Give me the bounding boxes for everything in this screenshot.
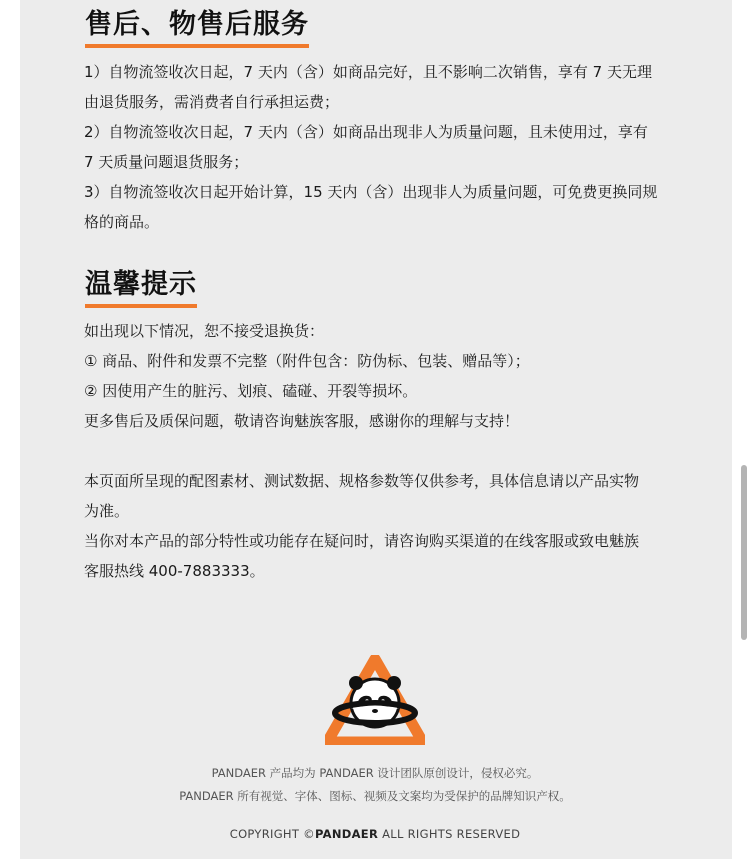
after-sales-line: 2）自物流签收次日起，7 天内（含）如商品出现非人为质量问题，且未使用过，享有 xyxy=(84,123,648,141)
after-sales-line: 1）自物流签收次日起，7 天内（含）如商品完好，且不影响二次销售，享有 7 天无理 xyxy=(84,63,652,81)
after-sales-title: 售后、物售后服务 xyxy=(85,10,309,48)
tips-text xyxy=(84,316,684,436)
copyright-suffix: ALL RIGHTS RESERVED xyxy=(382,827,521,841)
disclaimer-line: 客服热线 400-7883333。 xyxy=(84,562,265,580)
after-sales-line: 由退货服务，需消费者自行承担运费； xyxy=(84,93,340,111)
copyright-brand: PANDAER xyxy=(314,827,379,841)
disclaimer-line: 为准。 xyxy=(84,502,130,520)
tips-line: ② 因使用产生的脏污、划痕、磕碰、开裂等损坏。 xyxy=(84,382,418,400)
pandaer-logo-icon xyxy=(325,655,425,745)
tips-line: 更多售后及质保问题，敬请咨询魅族客服，感谢你的理解与支持！ xyxy=(84,412,520,430)
footer-line-2: PANDAER 所有视觉、字体、图标、视频及文案均为受保护的品牌知识产权。 xyxy=(179,789,571,803)
copyright-prefix: COPYRIGHT © xyxy=(229,827,315,841)
footer-line-1: PANDAER 产品均为 PANDAER 设计团队原创设计，侵权必究。 xyxy=(211,766,539,780)
disclaimer-line: 当你对本产品的部分特性或功能存在疑问时，请咨询购买渠道的在线客服或致电魅族 xyxy=(84,532,640,550)
after-sales-text xyxy=(84,57,684,237)
disclaimer-text xyxy=(84,466,684,586)
copyright xyxy=(0,827,750,841)
tips-line: ① 商品、附件和发票不完整（附件包含：防伪标、包装、赠品等）； xyxy=(84,352,530,370)
disclaimer-line: 本页面所呈现的配图素材、测试数据、规格参数等仅供参考，具体信息请以产品实物 xyxy=(84,472,640,490)
scrollbar[interactable] xyxy=(741,465,747,640)
tips-line: 如出现以下情况，恕不接受退换货： xyxy=(84,322,325,340)
after-sales-line: 7 天质量问题退货服务； xyxy=(84,153,249,171)
after-sales-line: 3）自物流签收次日起开始计算，15 天内（含）出现非人为质量问题，可免费更换同规 xyxy=(84,183,658,201)
after-sales-line: 格的商品。 xyxy=(84,213,160,231)
tips-title: 温馨提示 xyxy=(85,270,197,308)
